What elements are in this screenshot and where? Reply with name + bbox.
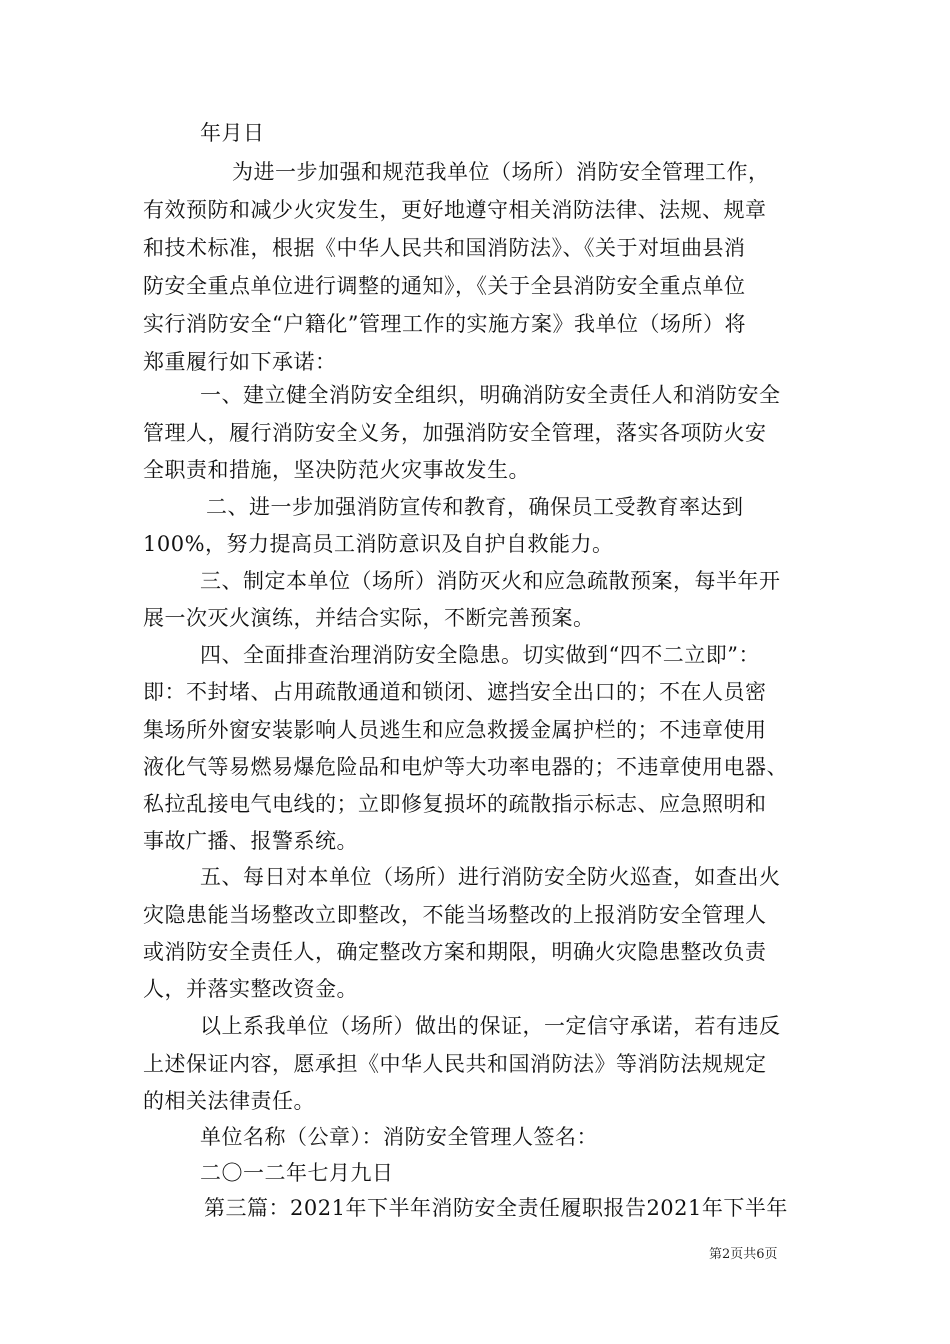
text-line: 年月日: [200, 121, 265, 145]
text-line: 的相关法律责任。: [143, 1089, 315, 1113]
text-line: 以上系我单位（场所）做出的保证，一定信守承诺，若有违反: [200, 1014, 781, 1038]
text-line: 或消防安全责任人，确定整改方案和期限，明确火灾隐患整改负责: [143, 940, 767, 964]
text-line: 郑重履行如下承诺：: [143, 350, 337, 374]
text-line: 展一次灭火演练，并结合实际，不断完善预案。: [143, 606, 595, 630]
text-line: 一、建立健全消防安全组织，明确消防安全责任人和消防安全: [200, 383, 781, 407]
text-line: 单位名称（公章）：消防安全管理人签名：: [200, 1125, 598, 1149]
text-line: 二、进一步加强消防宣传和教育，确保员工受教育率达到: [206, 495, 744, 519]
text-line: 为进一步加强和规范我单位（场所）消防安全管理工作，: [232, 160, 770, 184]
text-line: 有效预防和减少火灾发生，更好地遵守相关消防法律、法规、规章: [143, 198, 767, 222]
text-line: 人，并落实整改资金。: [143, 977, 358, 1001]
text-line: 第三篇：2021年下半年消防安全责任履职报告2021年下半年: [204, 1196, 788, 1220]
text-line: 即：不封堵、占用疏散通道和锁闭、遮挡安全出口的；不在人员密: [143, 680, 767, 704]
text-line: 事故广播、报警系统。: [143, 829, 358, 853]
text-line: 全职责和措施，坚决防范火灾事故发生。: [143, 458, 530, 482]
text-line: 二〇一二年七月九日: [200, 1161, 394, 1185]
text-line: 三、制定本单位（场所）消防灭火和应急疏散预案，每半年开: [200, 569, 781, 593]
page-number: 第2页共6页: [709, 1247, 778, 1262]
text-line: 集场所外窗安装影响人员逃生和应急救援金属护栏的；不违章使用: [143, 718, 767, 742]
text-line: 和技术标准，根据《中华人民共和国消防法》、《关于对垣曲县消: [143, 236, 746, 260]
text-line: 实行消防安全“户籍化”管理工作的实施方案》我单位（场所）将: [143, 312, 746, 336]
text-line: 100%，努力提高员工消防意识及自护自救能力。: [143, 532, 614, 556]
text-line: 五、每日对本单位（场所）进行消防安全防火巡查，如查出火: [200, 865, 781, 889]
text-line: 液化气等易燃易爆危险品和电炉等大功率电器的；不违章使用电器、: [143, 755, 788, 779]
text-line: 灾隐患能当场整改立即整改，不能当场整改的上报消防安全管理人: [143, 903, 767, 927]
text-line: 四、全面排查治理消防安全隐患。切实做到“四不二立即”：: [200, 643, 760, 667]
text-line: 上述保证内容，愿承担《中华人民共和国消防法》等消防法规规定: [143, 1052, 767, 1076]
text-line: 防安全重点单位进行调整的通知》，《关于全县消防安全重点单位: [143, 274, 746, 298]
text-line: 管理人，履行消防安全义务，加强消防安全管理，落实各项防火安: [143, 421, 767, 445]
text-line: 私拉乱接电气电线的；立即修复损坏的疏散指示标志、应急照明和: [143, 792, 767, 816]
